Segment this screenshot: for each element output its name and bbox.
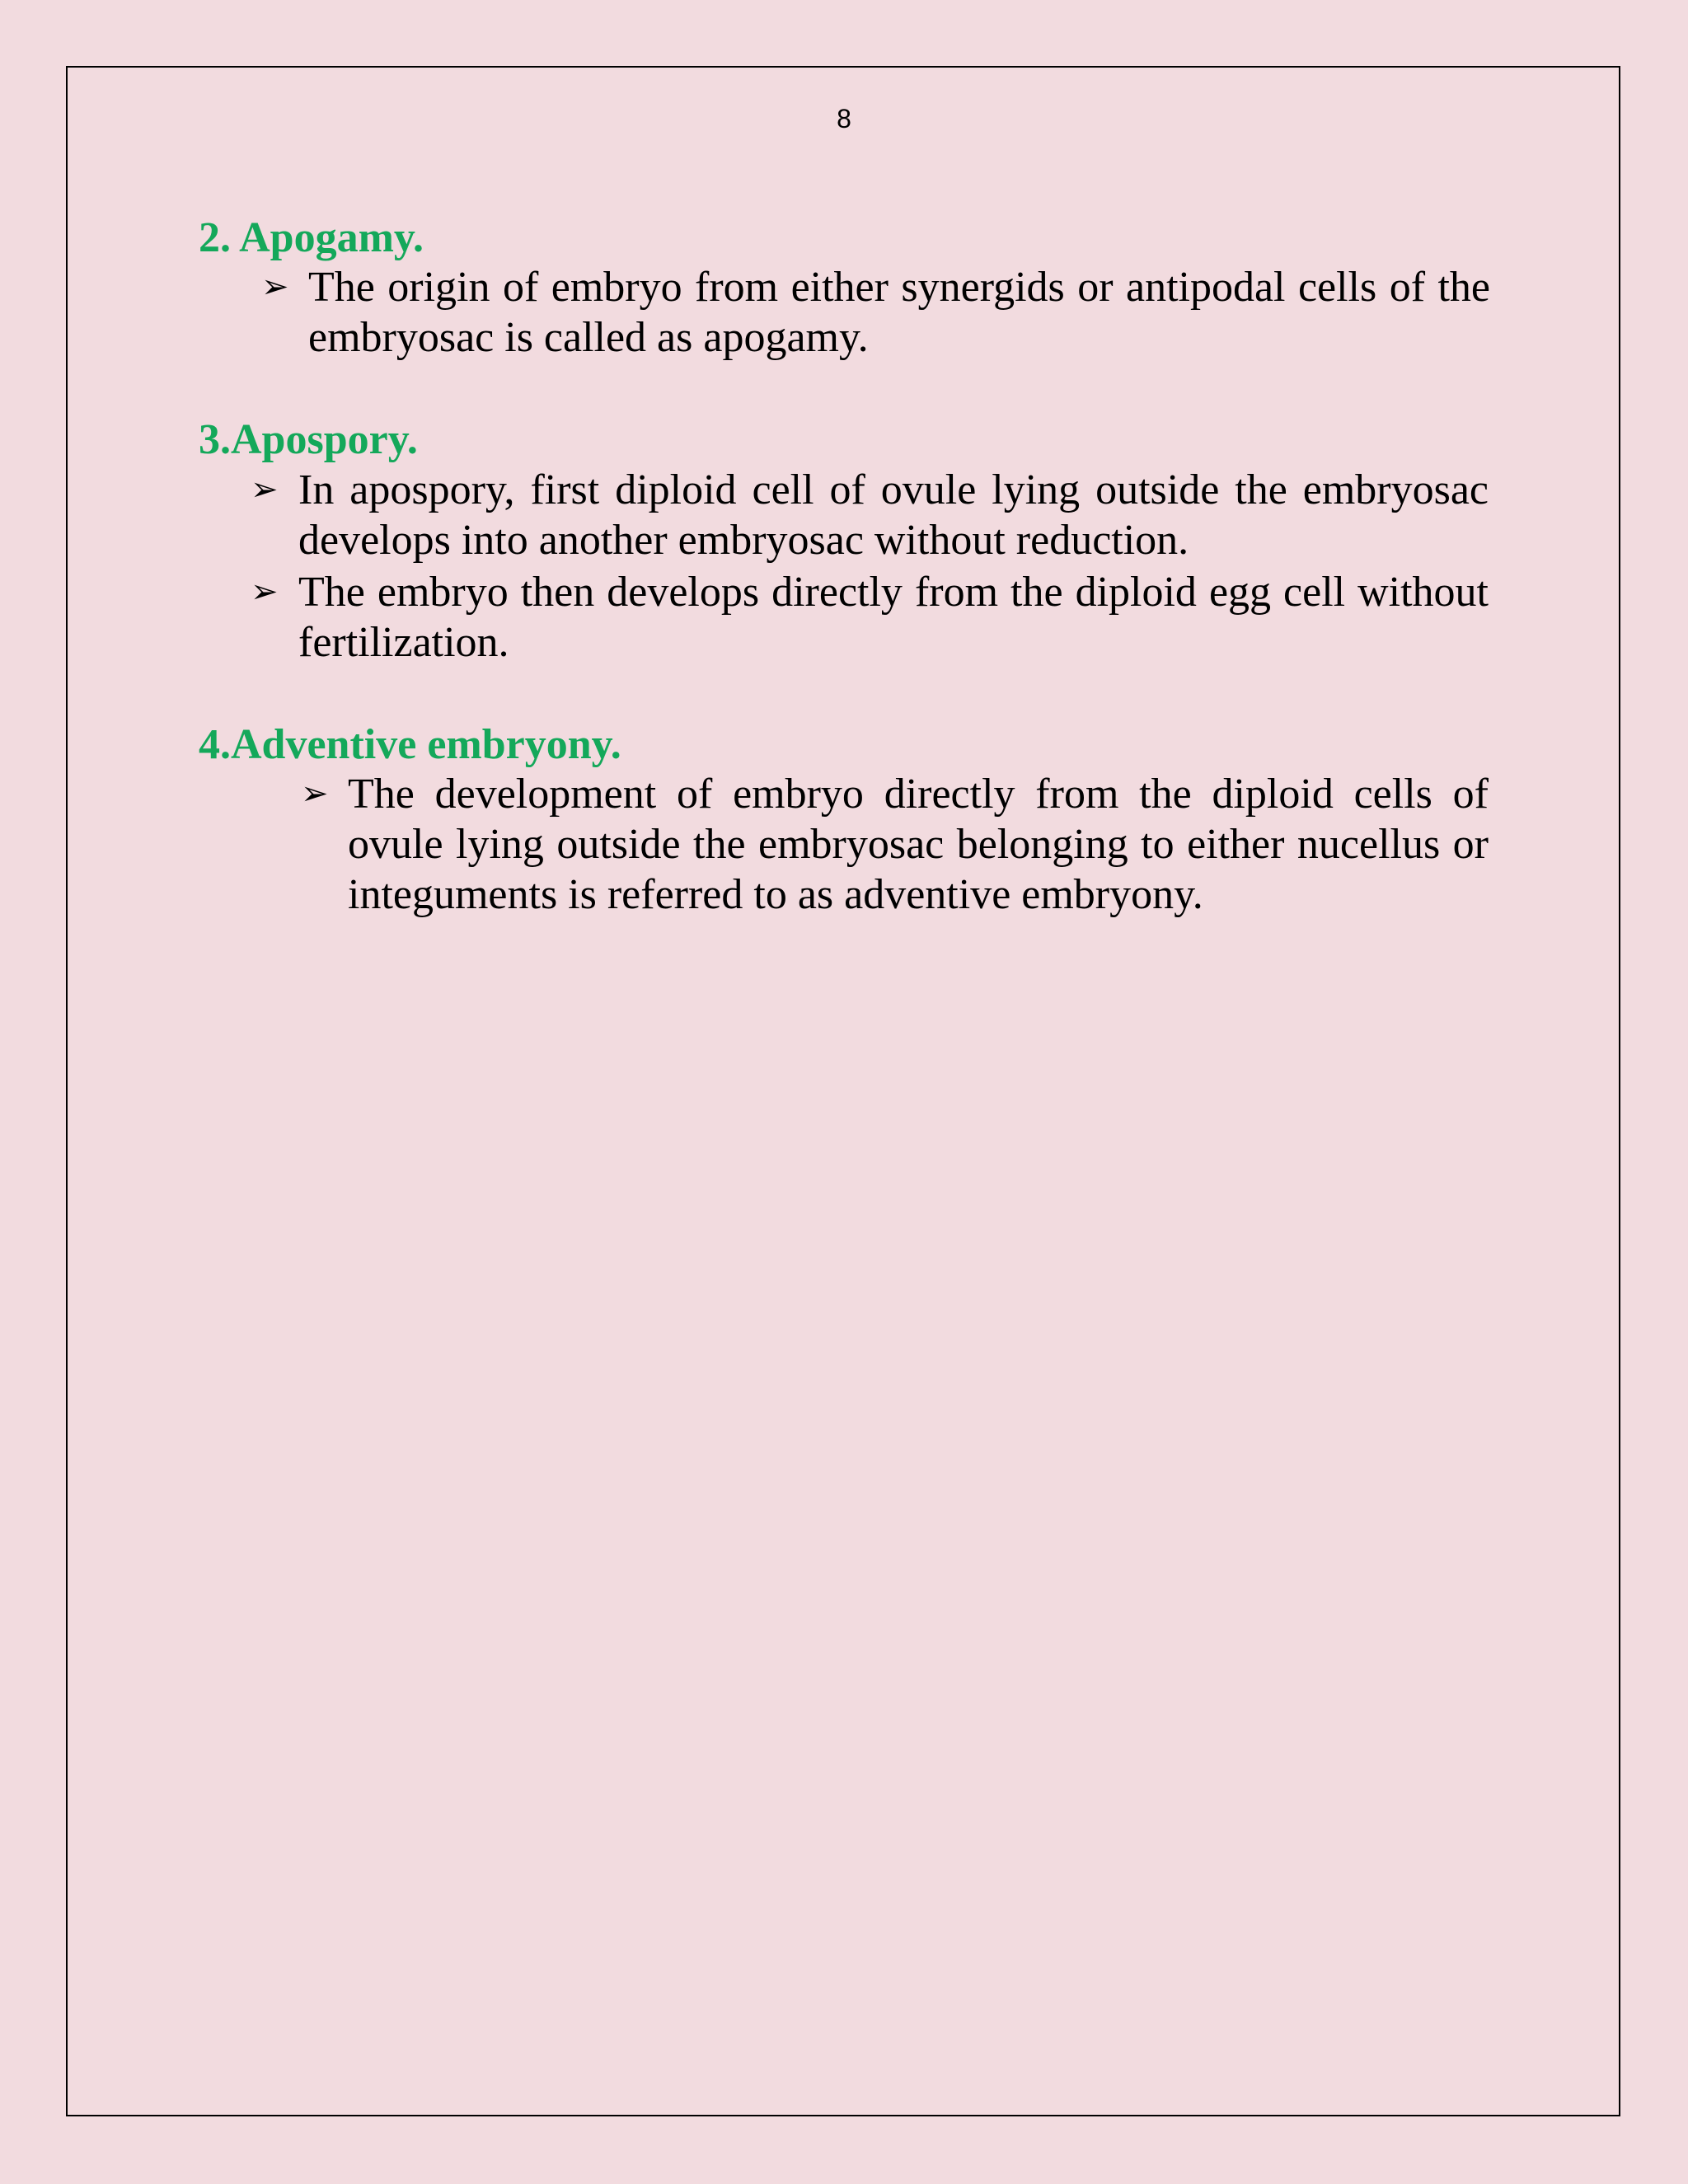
- page-border: [66, 66, 1620, 2116]
- section-heading-adventive-embryony: 4.Adventive embryony.: [199, 721, 621, 768]
- arrow-bullet-icon: ➢: [251, 573, 279, 611]
- list-item-text: The origin of embryo from either synergids or antipodal cells of the embryosac is called as apogamy.: [308, 264, 1490, 361]
- list-item-apogamy-1: [261, 262, 1490, 363]
- list-item-apospory-1: [251, 465, 1489, 565]
- section-heading-apospory: 3.Apospory.: [199, 416, 418, 463]
- arrow-bullet-icon: ➢: [251, 471, 279, 509]
- list-item-adventive-embryony-1: [301, 769, 1489, 920]
- arrow-bullet-icon: ➢: [261, 268, 289, 306]
- list-item-text: In apospory, first diploid cell of ovule lying outside the embryosac develops into another embryosac without reduction.: [298, 466, 1489, 564]
- list-item-text: The development of embryo directly from the diploid cells of ovule lying outside the embryosac belonging to either nucellus or integuments is referred to as adventive embryony.: [348, 771, 1489, 918]
- page-number: 8: [837, 104, 851, 134]
- section-heading-apogamy: 2. Apogamy.: [199, 214, 424, 261]
- list-item-apospory-2: [251, 567, 1489, 668]
- list-item-text: The embryo then develops directly from the diploid egg cell without fertilization.: [298, 569, 1489, 666]
- arrow-bullet-icon: ➢: [301, 775, 329, 813]
